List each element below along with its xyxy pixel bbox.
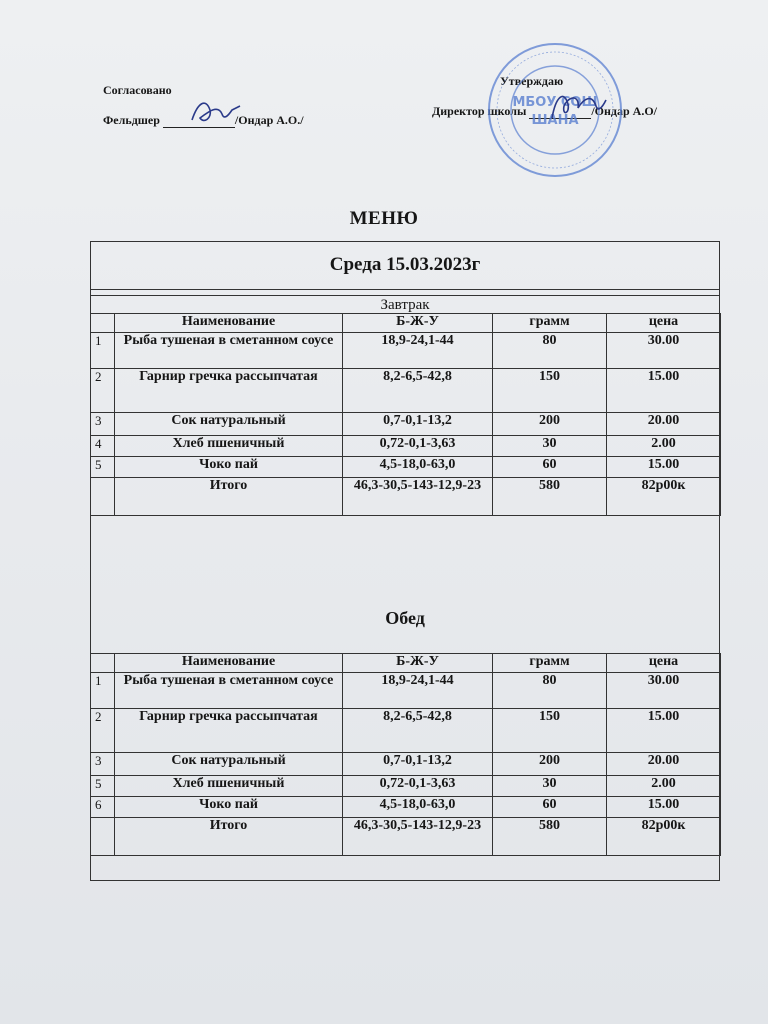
col-name: Наименование	[115, 654, 343, 673]
total-price: 82р00к	[607, 818, 721, 856]
dish-price: 20.00	[607, 413, 721, 436]
dish-gram: 60	[493, 457, 607, 478]
row-number: 6	[91, 797, 115, 818]
dish-bju: 0,7-0,1-13,2	[343, 753, 493, 776]
table-row	[91, 709, 721, 753]
dish-bju: 8,2-6,5-42,8	[343, 709, 493, 753]
dish-bju: 18,9-24,1-44	[343, 673, 493, 709]
total-price: 82р00к	[607, 478, 721, 516]
dish-price: 30.00	[607, 333, 721, 369]
row-number: 3	[91, 413, 115, 436]
table-total-row	[91, 478, 721, 516]
col-name: Наименование	[115, 314, 343, 333]
col-price: цена	[607, 654, 721, 673]
col-bju: Б-Ж-У	[343, 654, 493, 673]
row-number: 5	[91, 776, 115, 797]
dish-name: Рыба тушеная в сметанном соусе	[115, 333, 343, 369]
dish-bju: 0,72-0,1-3,63	[343, 776, 493, 797]
dish-gram: 150	[493, 709, 607, 753]
dish-price: 2.00	[607, 776, 721, 797]
table-row	[91, 673, 721, 709]
table-row	[91, 457, 721, 478]
col-price: цена	[607, 314, 721, 333]
dish-name: Хлеб пшеничный	[115, 436, 343, 457]
row-number: 3	[91, 753, 115, 776]
dish-name: Чоко пай	[115, 797, 343, 818]
approval-right-name: /Ондар А.О/	[591, 104, 657, 118]
dish-gram: 60	[493, 797, 607, 818]
dish-price: 30.00	[607, 673, 721, 709]
divider	[91, 289, 719, 290]
dish-price: 2.00	[607, 436, 721, 457]
page-title: МЕНЮ	[349, 208, 419, 229]
dish-name: Гарнир гречка рассыпчатая	[115, 369, 343, 413]
divider	[91, 295, 719, 296]
row-number: 5	[91, 457, 115, 478]
dish-gram: 150	[493, 369, 607, 413]
total-bju: 46,3-30,5-143-12,9-23	[343, 478, 493, 516]
svg-text:ШАНА: ШАНА	[531, 113, 579, 128]
row-number	[91, 818, 115, 856]
row-number: 1	[91, 673, 115, 709]
dish-price: 20.00	[607, 753, 721, 776]
total-label: Итого	[115, 478, 343, 516]
col-gram: грамм	[493, 314, 607, 333]
dish-name: Хлеб пшеничный	[115, 776, 343, 797]
dish-bju: 4,5-18,0-63,0	[343, 457, 493, 478]
approval-right-label: Утверждаю	[500, 74, 564, 88]
dish-name: Сок натуральный	[115, 753, 343, 776]
total-bju: 46,3-30,5-143-12,9-23	[343, 818, 493, 856]
dish-name: Гарнир гречка рассыпчатая	[115, 709, 343, 753]
dish-price: 15.00	[607, 709, 721, 753]
dish-bju: 0,7-0,1-13,2	[343, 413, 493, 436]
col-number	[91, 314, 115, 333]
dish-price: 15.00	[607, 457, 721, 478]
row-number: 4	[91, 436, 115, 457]
total-gram: 580	[493, 818, 607, 856]
dish-price: 15.00	[607, 369, 721, 413]
menu-day: Среда 15.03.2023г	[329, 254, 481, 275]
dish-gram: 200	[493, 413, 607, 436]
table-row	[91, 436, 721, 457]
breakfast-title: Завтрак	[380, 297, 430, 313]
approval-right-position: Директор школы	[432, 104, 527, 118]
dish-name: Рыба тушеная в сметанном соусе	[115, 673, 343, 709]
table-total-row	[91, 818, 721, 856]
svg-text:МБОУ СОШ: МБОУ СОШ	[512, 95, 598, 110]
dish-bju: 8,2-6,5-42,8	[343, 369, 493, 413]
row-number	[91, 478, 115, 516]
approval-left-position: Фельдшер	[103, 113, 160, 127]
breakfast-table	[90, 313, 721, 516]
dish-gram: 30	[493, 436, 607, 457]
dish-bju: 18,9-24,1-44	[343, 333, 493, 369]
approval-left-label: Согласовано	[103, 83, 172, 97]
dish-bju: 4,5-18,0-63,0	[343, 797, 493, 818]
total-gram: 580	[493, 478, 607, 516]
dish-gram: 200	[493, 753, 607, 776]
lunch-table	[90, 653, 721, 856]
table-row	[91, 797, 721, 818]
row-number: 2	[91, 709, 115, 753]
table-row	[91, 753, 721, 776]
total-label: Итого	[115, 818, 343, 856]
dish-name: Чоко пай	[115, 457, 343, 478]
col-bju: Б-Ж-У	[343, 314, 493, 333]
dish-price: 15.00	[607, 797, 721, 818]
dish-name: Сок натуральный	[115, 413, 343, 436]
table-row	[91, 333, 721, 369]
dish-gram: 80	[493, 673, 607, 709]
table-row	[91, 413, 721, 436]
dish-gram: 80	[493, 333, 607, 369]
col-number	[91, 654, 115, 673]
row-number: 2	[91, 369, 115, 413]
table-row	[91, 776, 721, 797]
row-number: 1	[91, 333, 115, 369]
table-row	[91, 369, 721, 413]
table-header-row	[91, 654, 721, 673]
col-gram: грамм	[493, 654, 607, 673]
director-signature	[548, 86, 608, 126]
feldsher-signature	[188, 96, 244, 130]
dish-gram: 30	[493, 776, 607, 797]
menu-frame	[90, 241, 720, 881]
lunch-title: Обед	[385, 608, 425, 628]
dish-bju: 0,72-0,1-3,63	[343, 436, 493, 457]
table-header-row	[91, 314, 721, 333]
approval-left-name: /Ондар А.О./	[234, 113, 304, 127]
